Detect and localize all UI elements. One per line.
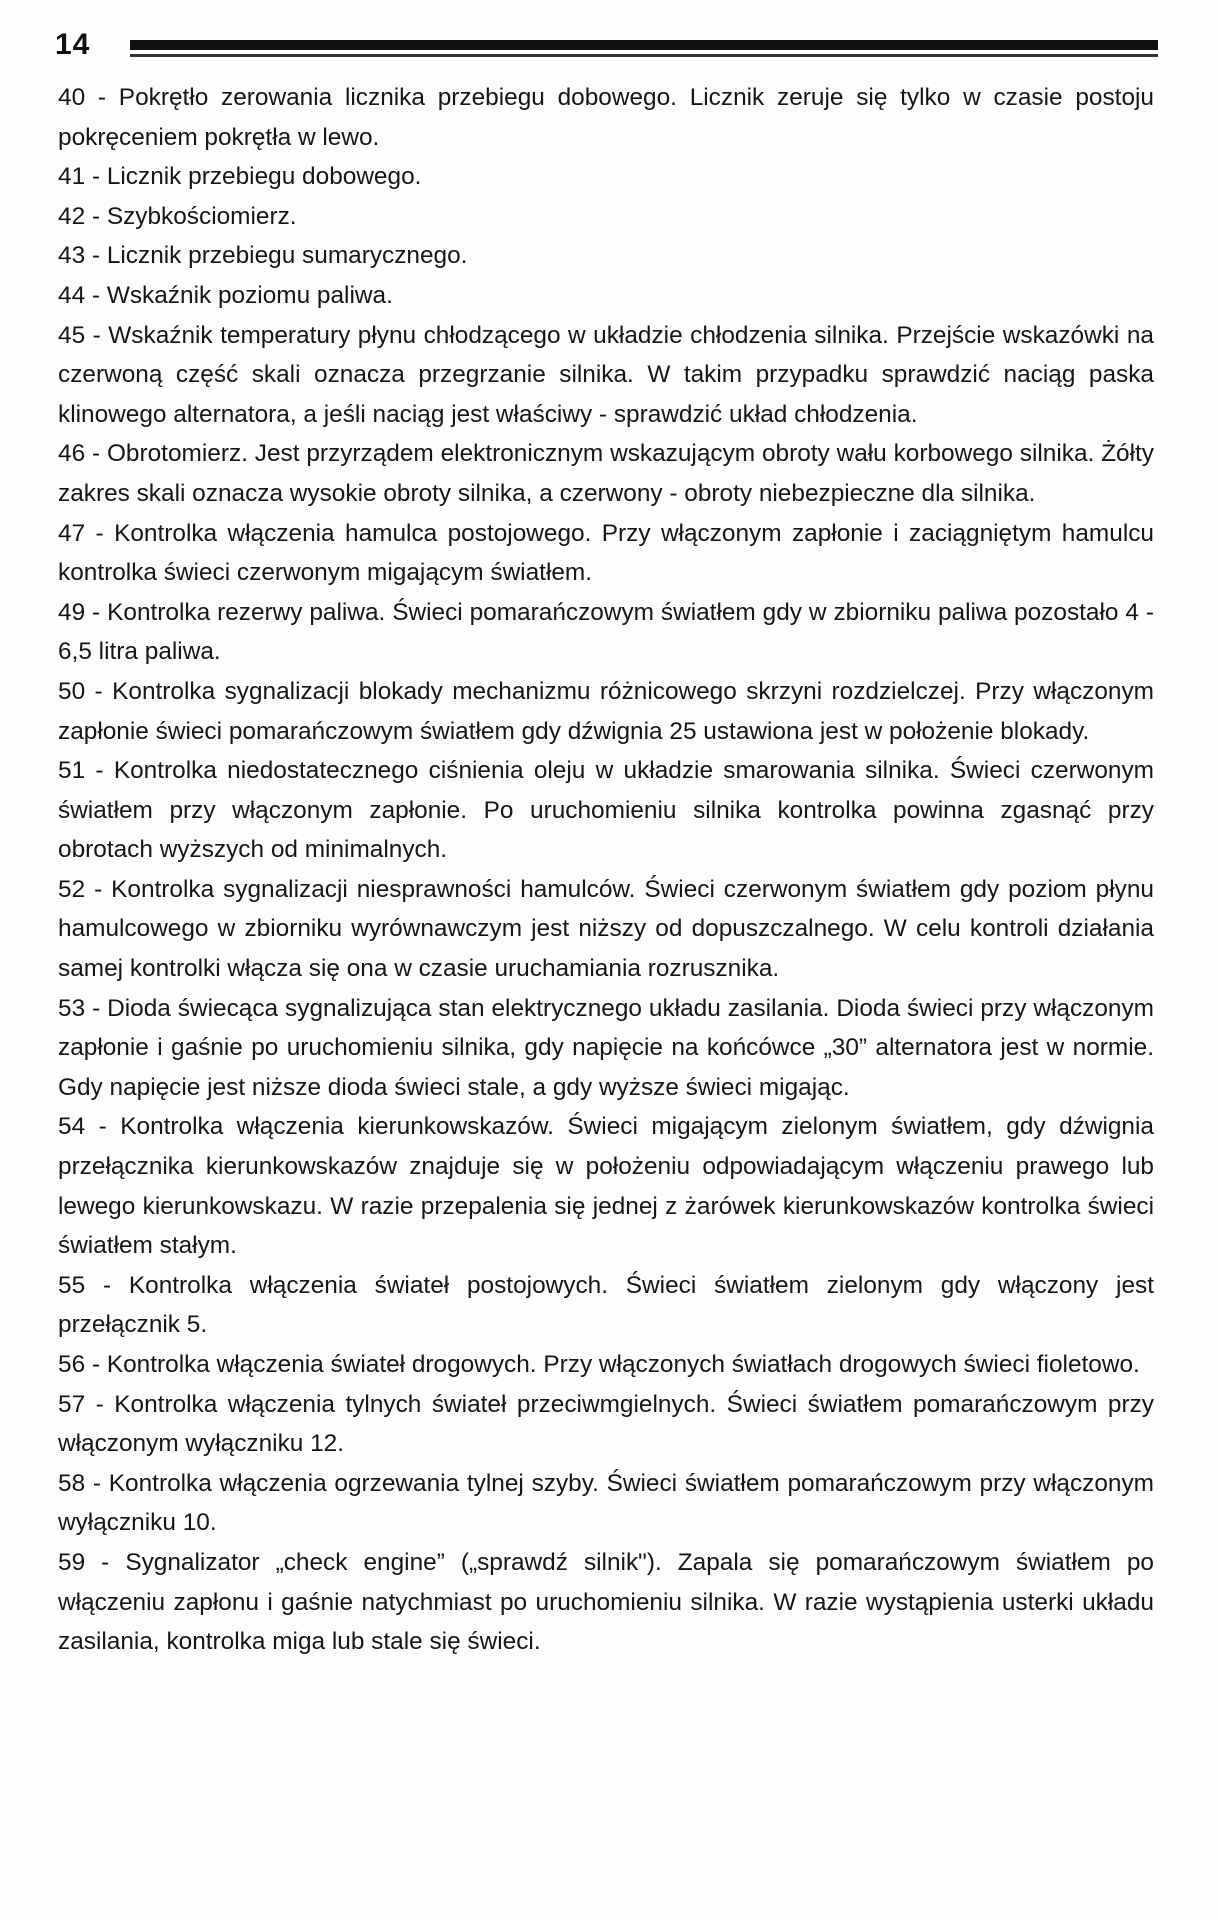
entry-text: Sygnalizator „check engine” („sprawdź silnik"). Zapala się pomarańczowym światłem po włączeniu zapłonu i gaśnie natychmiast po uruchomieniu silnika. W razie wystąpienia usterki układu zasilania, kontrolka miga lub stale się świeci. [58,1548,1154,1656]
entry-text: Kontrolka włączenia świateł postojowych. Świeci światłem zielonym gdy włączony jest przełącznik 5. [58,1271,1154,1339]
entry-number: 59 - [58,1548,126,1576]
entry-number: 58 - [58,1469,109,1497]
entry-text: Szybkościomierz. [106,202,297,230]
legend-entry-49 [58,593,1154,672]
entry-text: Kontrolka włączenia tylnych świateł przeciwmgielnych. Świeci światłem pomarańczowym przy włączonym wyłączniku 12. [58,1390,1154,1458]
entry-text: Licznik przebiegu sumarycznego. [106,242,468,270]
entry-text: Kontrolka włączenia hamulca postojowego. Przy włączonym zapłonie i zaciągniętym hamulcu kontrolka świeci czerwonym migającym światłem. [58,519,1154,587]
legend-entry-54 [58,1107,1154,1265]
legend-entry-51 [58,751,1154,870]
entry-text: Kontrolka sygnalizacji blokady mechanizmu różnicowego skrzyni rozdzielczej. Przy włączonym zapłonie świeci pomarańczowym światłem gdy dźwignia 25 ustawiona jest w położenie blokady. [58,677,1154,745]
entry-number: 52 - [58,875,112,903]
entry-number: 55 - [58,1271,129,1299]
legend-entry-50 [58,672,1154,751]
legend-entry-42 [58,197,1154,237]
page-header [55,22,1158,72]
entry-text: Dioda świecąca sygnalizująca stan elektrycznego układu zasilania. Dioda świeci przy włączonym zapłonie i gaśnie po uruchomieniu silnika, gdy napięcie na końcówce „30” alternatora jest w normie. Gdy napięcie jest niższe dioda świeci stale, a gdy wyższe świeci migając. [58,994,1154,1101]
legend-entry-52 [58,870,1154,989]
entry-number: 43 - [58,242,107,270]
legend-entry-43 [58,236,1154,276]
legend-entry-53 [58,989,1154,1108]
page-number: 14 [55,28,91,61]
entry-text: Kontrolka rezerwy paliwa. Świeci pomarańczowym światłem gdy w zbiorniku paliwa pozostało 4 - 6,5 litra paliwa. [58,598,1154,666]
header-rule-thin [130,54,1158,57]
entry-text: Kontrolka włączenia ogrzewania tylnej szyby. Świeci światłem pomarańczowym przy włączonym wyłączniku 10. [58,1469,1155,1537]
entry-number: 49 - [58,598,108,626]
entry-text: Wskaźnik temperatury płynu chłodzącego w układzie chłodzenia silnika. Przejście wskazówki na czerwoną część skali oznacza przegrzanie silnika. W takim przypadku sprawdzić naciąg paska klinowego alternatora, a jeśli naciąg jest właściwy - sprawdzić układ chłodzenia. [58,321,1154,428]
legend-entry-41 [58,157,1154,197]
entry-text: Pokrętło zerowania licznika przebiegu dobowego. Licznik zeruje się tylko w czasie postoju pokręceniem pokrętła w lewo. [58,84,1154,151]
legend-entry-58 [58,1464,1154,1543]
header-rule [130,40,1158,50]
entry-number: 51 - [58,757,114,785]
entry-text: Kontrolka włączenia kierunkowskazów. Świeci migającym zielonym światłem, gdy dźwignia przełącznika kierunkowskazów znajduje się w położeniu odpowiadającym włączeniu prawego lub lewego kierunkowskazu. W razie przepalenia się jednej z żarówek kierunkowskazów kontrolka świeci światłem stałym. [58,1113,1154,1260]
entry-number: 45 - [58,321,109,349]
entry-number: 41 - [58,163,107,191]
legend-entry-59 [58,1543,1154,1662]
entry-text: Kontrolka sygnalizacji niesprawności hamulców. Świeci czerwonym światłem gdy poziom płynu hamulcowego w zbiorniku wyrównawczym jest niższy od dopuszczalnego. W celu kontroli działania samej kontrolki włącza się ona w czasie uruchamiania rozrusznika. [58,875,1154,983]
entry-text: Kontrolka niedostatecznego ciśnienia oleju w układzie smarowania silnika. Świeci czerwonym światłem przy włączonym zapłonie. Po uruchomieniu silnika kontrolka powinna zgasnąć przy obrotach wyższych od minimalnych. [58,757,1154,864]
entry-number: 57 - [58,1390,115,1418]
legend-list [58,78,1154,1662]
legend-entry-45 [58,316,1154,435]
legend-entry-57 [58,1385,1154,1464]
legend-entry-40 [58,78,1154,157]
legend-entry-44 [58,276,1154,316]
entry-text: Obrotomierz. Jest przyrządem elektronicznym wskazującym obroty wału korbowego silnika. Żółty zakres skali oznacza wysokie obroty silnika, a czerwony - obroty niebezpieczne dla silnika. [58,440,1154,507]
entry-number: 46 - [58,440,107,468]
entry-number: 44 - [58,281,107,309]
entry-number: 40 - [58,84,119,111]
entry-text: Licznik przebiegu dobowego. [106,163,422,191]
entry-text: Wskaźnik poziomu paliwa. [106,281,393,309]
entry-text: Kontrolka włączenia świateł drogowych. Przy włączonych światłach drogowych świeci fioletowo. [106,1351,1140,1378]
legend-entry-56 [58,1345,1154,1385]
entry-number: 56 - [58,1351,107,1378]
entry-number: 53 - [58,994,108,1022]
entry-number: 42 - [58,202,107,230]
legend-entry-47 [58,514,1154,593]
entry-number: 54 - [58,1113,121,1141]
legend-entry-46 [58,434,1154,513]
entry-number: 47 - [58,519,115,547]
legend-entry-55 [58,1266,1154,1345]
entry-number: 50 - [58,677,113,705]
